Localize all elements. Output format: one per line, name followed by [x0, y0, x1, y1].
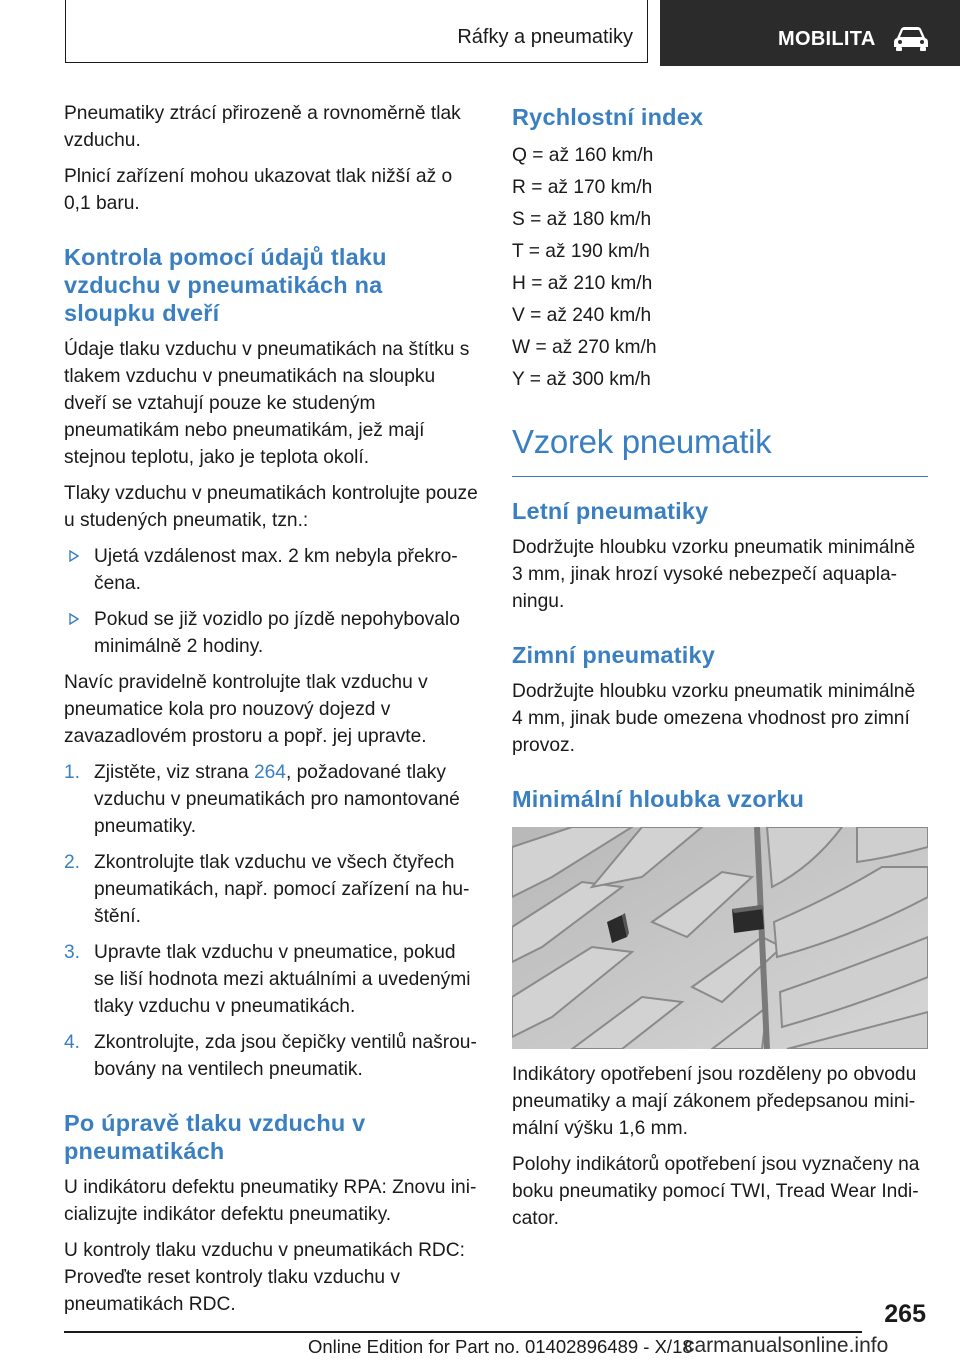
intro-paragraph: Pneumatiky ztrácí přirozeně a rovnoměrně tlak vzduchu. [64, 103, 461, 151]
paragraph: Údaje tlaku vzduchu v pneumatikách na štítku s tlakem vzduchu v pneumatikách na sloupku dveří se vztahují pouze ke studeným pneumatikám nebo pneumatikám, jež mají stejnou teplotu, jako je teplota okolí. [64, 339, 470, 468]
speed-line: Y = až 300 km/h [512, 369, 651, 390]
step-text-before: Zjistěte, viz strana [94, 762, 254, 783]
section-heading: Kontrola pomocí údajů tlaku vzduchu v pneumatikách na sloupku dveří [64, 244, 387, 326]
figure-caption: Indikátory opotřebení jsou rozděleny po obvodu pneumatiky a mají zákonem předepsanou minimální výšku 1,6 mm. [512, 1064, 917, 1139]
chapter-label: MOBILITA [778, 28, 876, 50]
chapter-tab [660, 0, 960, 66]
watermark: carmanualsonline.info [684, 1334, 889, 1357]
section-heading: Minimální hloubka vzorku [512, 786, 805, 812]
left-column [64, 100, 480, 1327]
paragraph: Tlaky vzduchu v pneumatikách kontrolujte pouze u studených pneumatik, tzn.: [64, 483, 478, 531]
section-title: Ráfky a pneumatiky [457, 26, 633, 48]
list-item [64, 543, 480, 597]
speed-line: W = až 270 km/h [512, 337, 657, 358]
list-item-text: Ujetá vzdálenost max. 2 km nebyla překročena. [94, 546, 458, 594]
speed-line: T = až 190 km/h [512, 241, 650, 262]
step-text: Zkontrolujte tlak vzduchu ve všech čtyřech pneumatikách, např. pomocí zařízení na huštění. [94, 852, 470, 927]
paragraph: Polohy indikátorů opotřebení jsou vyznačeny na boku pneumatiky pomocí TWI, Tread Wear Indicator. [512, 1154, 920, 1229]
triangle-bullet-icon [69, 550, 79, 562]
step-number: 3. [64, 942, 81, 963]
triangle-bullet-icon [69, 613, 79, 625]
speed-line: S = až 180 km/h [512, 209, 652, 230]
page-number: 265 [884, 1300, 926, 1328]
step-item [64, 759, 480, 840]
section-header-frame [65, 0, 648, 63]
step-item [64, 849, 480, 930]
step-item [64, 939, 480, 1020]
footer-divider [64, 1331, 862, 1333]
paragraph: Navíc pravidelně kontrolujte tlak vzduchu v pneumatice kola pro nouzový dojezd v zavazadlovém prostoru a popř. jej upravte. [64, 672, 428, 747]
bullet-list [64, 543, 480, 660]
speed-index-list [512, 140, 928, 396]
speed-line: Q = až 160 km/h [512, 145, 654, 166]
page-reference-link[interactable]: 264 [253, 762, 286, 783]
paragraph: U kontroly tlaku vzduchu v pneumatikách RDC: Proveďte reset kontroly tlaku vzduchu v pneumatikách RDC. [64, 1240, 465, 1315]
step-number: 4. [64, 1032, 81, 1053]
edition-note: Online Edition for Part no. 01402896489 - X/18 [308, 1336, 693, 1357]
right-column [512, 100, 928, 1241]
section-heading: Po úpravě tlaku vzduchu v pneumatikách [64, 1110, 366, 1164]
section-heading: Rychlostní index [512, 104, 704, 130]
car-icon [892, 24, 930, 52]
page-header [0, 0, 960, 66]
paragraph: U indikátoru defektu pneumatiky RPA: Znovu inicializujte indikátor defektu pneumatiky. [64, 1177, 477, 1225]
paragraph: Dodržujte hloubku vzorku pneumatik minimálně 3 mm, jinak hrozí vysoké nebezpečí aquaplaningu. [512, 537, 916, 612]
list-item-text: Pokud se již vozidlo po jízdě nepohybovalo minimálně 2 hodiny. [94, 609, 460, 657]
step-number: 1. [64, 762, 81, 783]
main-heading: Vzorek pneumatik [512, 422, 928, 477]
step-text: Zkontrolujte, zda jsou čepičky ventilů našroubovány na ventilech pneumatik. [94, 1032, 477, 1080]
section-heading: Zimní pneumatiky [512, 642, 715, 668]
speed-line: V = až 240 km/h [512, 305, 652, 326]
speed-line: H = až 210 km/h [512, 273, 653, 294]
wear-indicator [732, 905, 764, 933]
steps-list [64, 759, 480, 1083]
step-number: 2. [64, 852, 81, 873]
step-item [64, 1029, 480, 1083]
step-text-after: , požadované tlaky vzduchu v pneumatikách pro namontované pneumatiky. [94, 762, 460, 837]
step-text: Upravte tlak vzduchu v pneumatice, pokud se liší hodnota mezi aktuálními a uvedenými tlaky vzduchu v pneumatikách. [94, 942, 471, 1017]
intro-paragraph: Plnicí zařízení mohou ukazovat tlak nižší až o 0,1 baru. [64, 166, 453, 214]
speed-line: R = až 170 km/h [512, 177, 653, 198]
list-item [64, 606, 480, 660]
paragraph: Dodržujte hloubku vzorku pneumatik minimálně 4 mm, jinak bude omezena vhodnost pro zimní provoz. [512, 681, 916, 756]
section-heading: Letní pneumatiky [512, 498, 709, 524]
tire-tread-image [512, 827, 928, 1049]
